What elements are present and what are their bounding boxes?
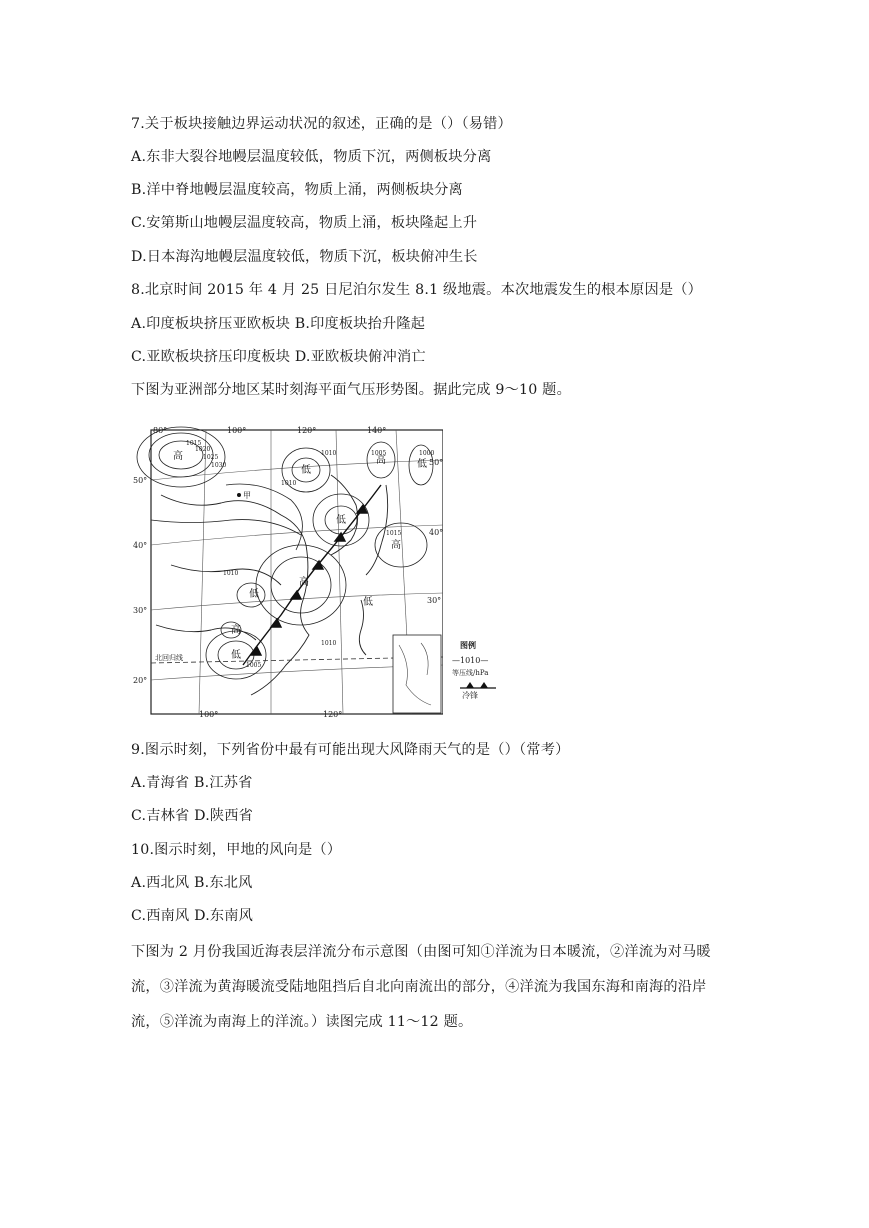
isobar-label: 1015 bbox=[186, 440, 202, 447]
lon-label: 120° bbox=[323, 710, 343, 718]
legend-title: 图例 bbox=[460, 640, 476, 650]
q8-options-ab: A.印度板块挤压亚欧板块 B.印度板块抬升隆起 bbox=[131, 316, 426, 332]
lon-label: 100° bbox=[199, 710, 219, 718]
q9-options-ab: A.青海省 B.江苏省 bbox=[131, 775, 253, 791]
isobar-label: 1010 bbox=[321, 640, 337, 647]
isobar-label: 1010 bbox=[223, 570, 239, 577]
q10-options-cd: C.西南风 D.东南风 bbox=[131, 908, 254, 924]
q7-option-a: A.东非大裂谷地幔层温度较低，物质下沉，两侧板块分离 bbox=[131, 149, 492, 165]
isobar-label: 1005 bbox=[246, 662, 262, 669]
isobar-label: 1020 bbox=[195, 446, 211, 453]
lat-label: 50° bbox=[133, 476, 148, 485]
lon-label: 120° bbox=[297, 426, 317, 435]
q10-options-ab: A.西北风 B.东北风 bbox=[131, 875, 253, 891]
lon-label: 140° bbox=[367, 426, 387, 435]
isobar-label: 1000 bbox=[419, 450, 435, 457]
isobar-label: 1005 bbox=[371, 450, 387, 457]
intro-11-12-line1: 下图为 2 月份我国近海表层洋流分布示意图（由图可知①洋流为日本暖流，②洋流为对马暖 bbox=[131, 944, 711, 960]
lat-label: 40° bbox=[133, 541, 148, 550]
isobar-label: 1010 bbox=[281, 480, 297, 487]
lat-label: 30° bbox=[133, 606, 148, 615]
pressure-center-label: 低 bbox=[417, 459, 427, 470]
intro-9-10: 下图为亚洲部分地区某时刻海平面气压形势图。据此完成 9～10 题。 bbox=[131, 382, 571, 398]
q8-stem: 8.北京时间 2015 年 4 月 25 日尼泊尔发生 8.1 级地震。本次地震发生的根本原因是（） bbox=[131, 282, 702, 298]
legend-front-caption: 冷锋 bbox=[462, 691, 478, 700]
pressure-center-label: 高 bbox=[391, 540, 401, 551]
intro-11-12-line2: 流，③洋流为黄海暖流受陆地阻挡后自北向南流出的部分，④洋流为我国东海和南海的沿岸 bbox=[131, 979, 707, 995]
tropic-label: 北回归线 bbox=[155, 654, 183, 662]
isobar-label: 1030 bbox=[211, 462, 227, 469]
pressure-center-label: 高 bbox=[376, 455, 386, 466]
lon-label: 100° bbox=[227, 426, 247, 435]
q9-stem: 9.图示时刻，下列省份中最有可能出现大风降雨天气的是（）（常考） bbox=[131, 742, 570, 758]
pressure-center-label: 高 bbox=[173, 451, 183, 462]
pressure-map bbox=[131, 425, 443, 718]
lat-label: 50° bbox=[429, 458, 443, 467]
q7-option-b: B.洋中脊地幔层温度较高，物质上涌，两侧板块分离 bbox=[131, 182, 463, 198]
q9-options-cd: C.吉林省 D.陕西省 bbox=[131, 808, 254, 824]
lat-label: 20° bbox=[133, 676, 148, 685]
q10-stem: 10.图示时刻，甲地的风向是（） bbox=[131, 842, 342, 858]
intro-11-12-line3: 流，⑤洋流为南海上的洋流。）读图完成 11～12 题。 bbox=[131, 1014, 473, 1030]
lat-label: 30° bbox=[427, 596, 442, 605]
q8-options-cd: C.亚欧板块挤压印度板块 D.亚欧板块俯冲消亡 bbox=[131, 349, 426, 365]
pressure-center-label: 低 bbox=[363, 597, 373, 608]
pressure-center-label: 高 bbox=[231, 625, 241, 636]
q7-option-c: C.安第斯山地幔层温度较高，物质上涌，板块隆起上升 bbox=[131, 215, 478, 231]
pressure-center-label: 低 bbox=[336, 515, 346, 526]
pressure-center-label: 低 bbox=[301, 465, 311, 476]
lat-label: 40° bbox=[429, 528, 443, 537]
jia-label: 甲 bbox=[243, 491, 251, 500]
legend-isobar-value: —1010— bbox=[452, 656, 489, 665]
lon-label: 80° bbox=[153, 426, 168, 435]
legend-isobar-caption: 等压线/hPa bbox=[452, 669, 489, 677]
q7-stem: 7.关于板块接触边界运动状况的叙述，正确的是（）（易错） bbox=[131, 116, 512, 132]
map-legend bbox=[448, 640, 508, 710]
isobar-label: 1010 bbox=[321, 450, 337, 457]
isobar-label: 1025 bbox=[203, 454, 219, 461]
isobar-label: 1015 bbox=[386, 530, 402, 537]
q7-option-d: D.日本海沟地幔层温度较低，物质下沉，板块俯冲生长 bbox=[131, 249, 478, 265]
cold-front-symbol-icon bbox=[460, 680, 496, 690]
pressure-center-label: 低 bbox=[231, 650, 241, 661]
pressure-center-label: 高 bbox=[299, 577, 309, 588]
pressure-center-label: 低 bbox=[249, 589, 259, 600]
